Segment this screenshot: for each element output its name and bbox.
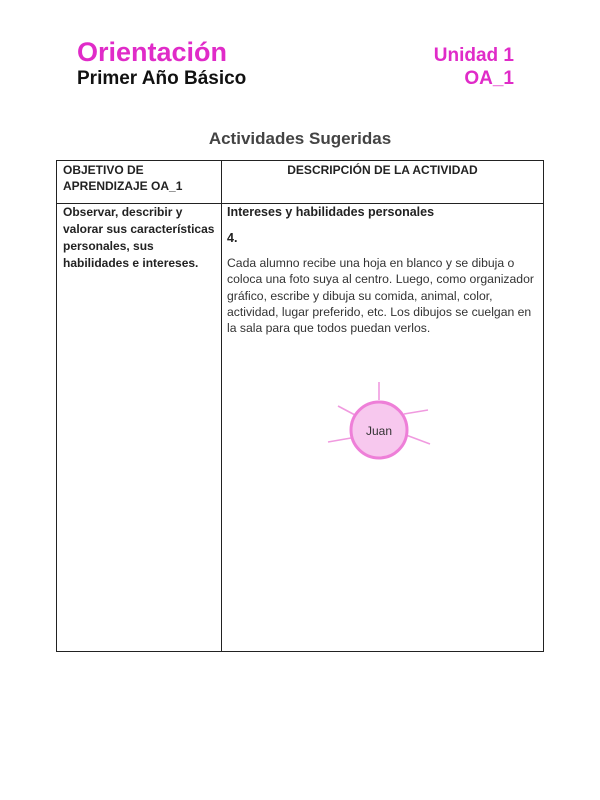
- unit-label: Unidad 1: [433, 45, 514, 66]
- activity-description: Cada alumno recibe una hoja en blanco y se dibuja o coloca una foto suya al centro. Luego, como organizador gráfico, escribe y dibuja su comida, animal, color, actividad, lugar preferido, etc. Los dibujos se cuelgan en la sala para que todos puedan verlos.: [227, 256, 534, 336]
- activity-title: Intereses y habilidades personales: [227, 205, 435, 219]
- activity-number: 4.: [227, 231, 238, 245]
- section-heading: Actividades Sugeridas: [208, 129, 392, 148]
- objective-cell-text: Observar, describir y valorar sus características personales, sus habilidades e intereses.: [63, 205, 215, 270]
- column-divider: [221, 161, 222, 651]
- sun-illustration: [326, 380, 434, 464]
- column-header-description: DESCRIPCIÓN DE LA ACTIVIDAD: [287, 163, 478, 177]
- activity-table: [56, 160, 544, 652]
- portrait-name-label: Juan: [365, 424, 393, 438]
- sun-ray: [338, 406, 355, 415]
- objective-code-label: OA_1: [464, 68, 514, 89]
- sun-ray: [404, 410, 428, 414]
- grade-title: Primer Año Básico: [77, 68, 247, 89]
- sun-ray: [328, 438, 351, 442]
- subject-title: Orientación: [77, 37, 228, 67]
- column-header-objective: OBJETIVO DE APRENDIZAJE OA_1: [63, 163, 183, 193]
- table-header-row: [57, 161, 543, 204]
- sun-ray: [406, 435, 430, 444]
